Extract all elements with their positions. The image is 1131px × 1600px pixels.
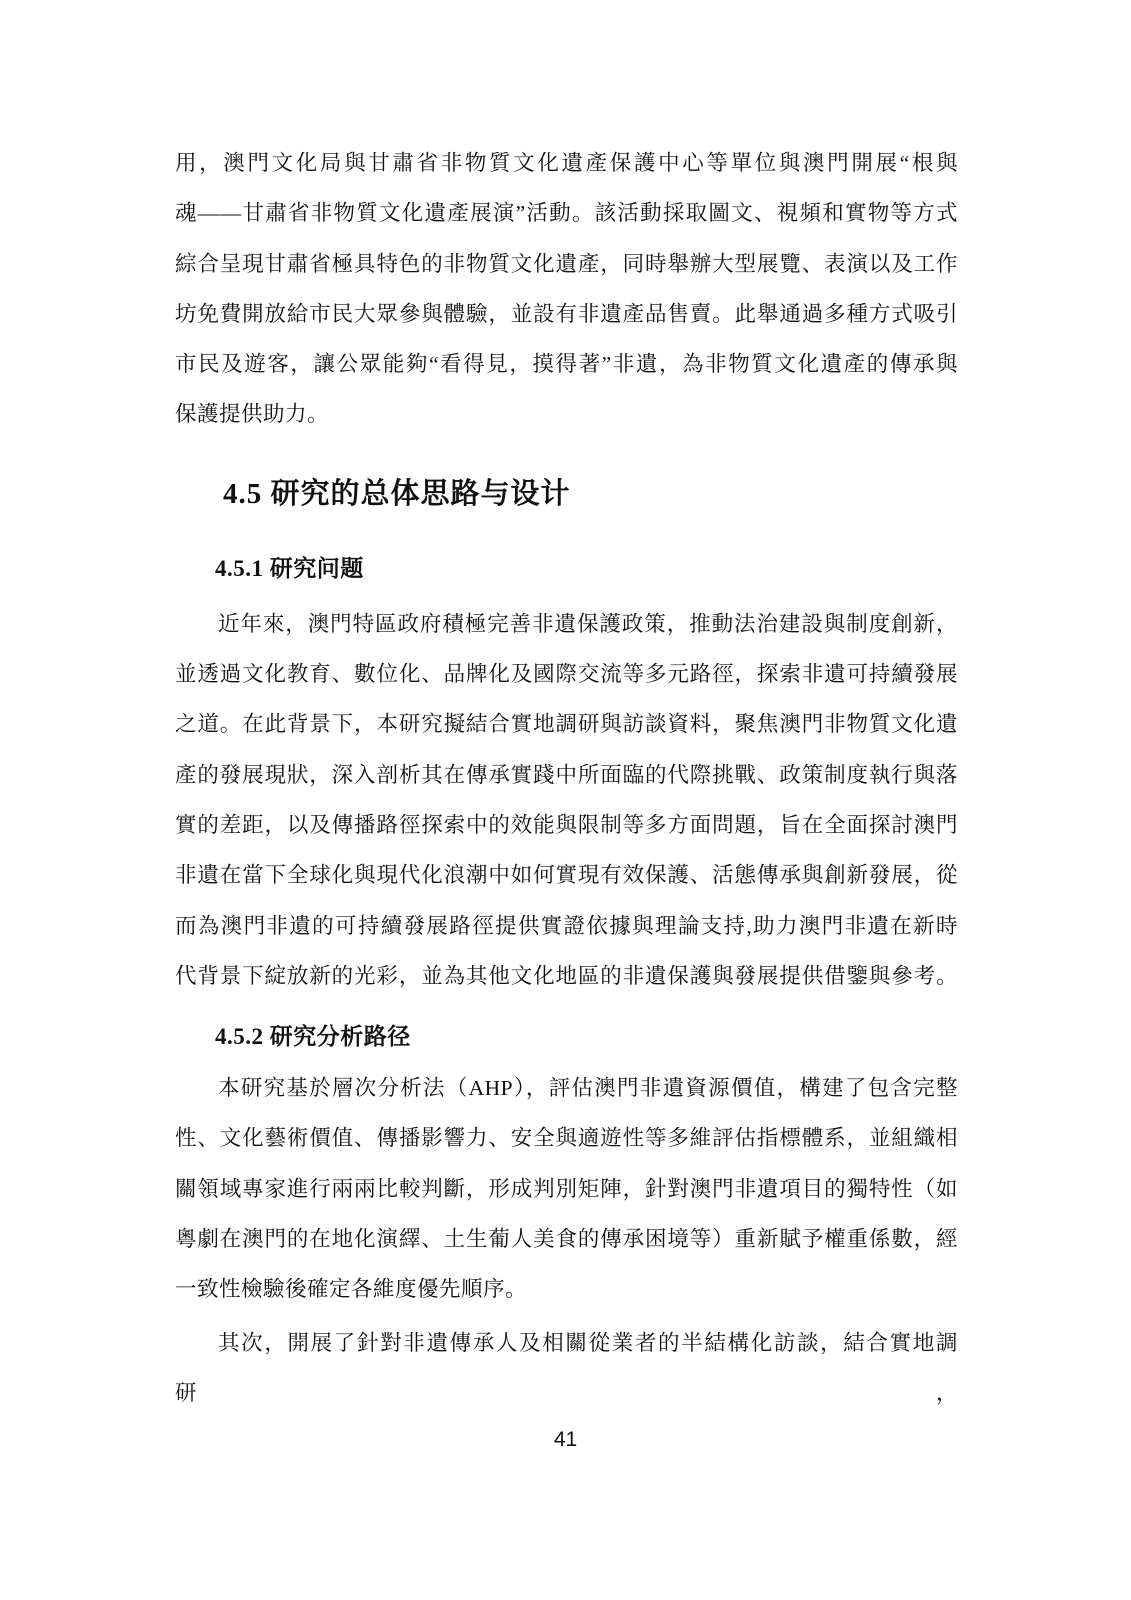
paragraph-intro-continuation [175,138,958,440]
text-line: 並透過文化教育、數位化、品牌化及國際交流等多元路徑，探索非遺可持續發展 [175,662,958,687]
text-line: 之道。在此背景下，本研究擬結合實地調研與訪談資料，聚焦澳門非物質文化遺 [175,712,958,737]
text-line: 性、文化藝術價值、傳播影響力、安全與適遊性等多維評估指標體系，並組織相 [175,1126,958,1151]
subsection-heading-4-5-1: 4.5.1 研究问题 [215,555,364,581]
text-line: 粵劇在澳門的在地化演繹、土生葡人美食的傳承困境等）重新賦予權重係數，經 [175,1227,958,1252]
text-line: 用，澳門文化局與甘肅省非物質文化遺產保護中心等單位與澳門開展“根與 [175,151,958,175]
page-number: 41 [553,1428,578,1451]
text-line: 關領域專家進行兩兩比較判斷，形成判別矩陣，針對澳門非遺項目的獨特性（如 [175,1176,958,1201]
text-line: 產的發展現狀，深入剖析其在傳承實踐中所面臨的代際挑戰、政策制度執行與落 [175,762,958,787]
text-line: 魂——甘肅省非物質文化遺產展演”活動。該活動採取圖文、視頻和實物等方式 [175,201,958,226]
text-line: 代背景下綻放新的光彩，並為其他文化地區的非遺保護與發展提供借鑒與參考。 [175,963,958,988]
section-heading-4-5: 4.5 研究的总体思路与设计 [223,477,571,510]
text-line: 坊免費開放給市民大眾參與體驗，並設有非遺產品售賣。此舉通過多種方式吸引 [175,301,958,326]
subsection-heading-4-5-2: 4.5.2 研究分析路径 [215,1024,411,1050]
text-line: 綜合呈現甘肅省極具特色的非物質文化遺產，同時舉辦大型展覽、表演以及工作 [175,251,958,276]
page-body [175,0,958,1418]
paragraph-research-questions [175,599,958,1001]
text-line: 實的差距，以及傳播路徑探索中的效能與限制等多方面問題，旨在全面探討澳門 [175,812,958,837]
text-line: 保護提供助力。 [175,402,330,427]
text-line: 近年來，澳門特區政府積極完善非遺保護政策，推動法治建設與制度創新， [218,611,958,636]
text-line: 市民及遊客，讓公眾能夠“看得見，摸得著”非遺，為非物質文化遺產的傳承與 [175,352,958,377]
text-line: 本研究基於層次分析法（AHP），評估澳門非遺資源價值，構建了包含完整 [218,1076,958,1101]
text-line: 一致性檢驗後確定各維度優先順序。 [175,1277,528,1302]
text-line: 其次，開展了針對非遺傳承人及相關從業者的半結構化訪談，結合實地調研， [175,1330,958,1405]
paragraph-analysis-path [175,1063,958,1314]
paragraph-interviews [175,1318,958,1419]
text-line: 非遺在當下全球化與現代化浪潮中如何實現有效保護、活態傳承與創新發展，從 [175,863,958,888]
text-line: 而為澳門非遺的可持續發展路徑提供實證依據與理論支持,助力澳門非遺在新時 [175,913,958,938]
